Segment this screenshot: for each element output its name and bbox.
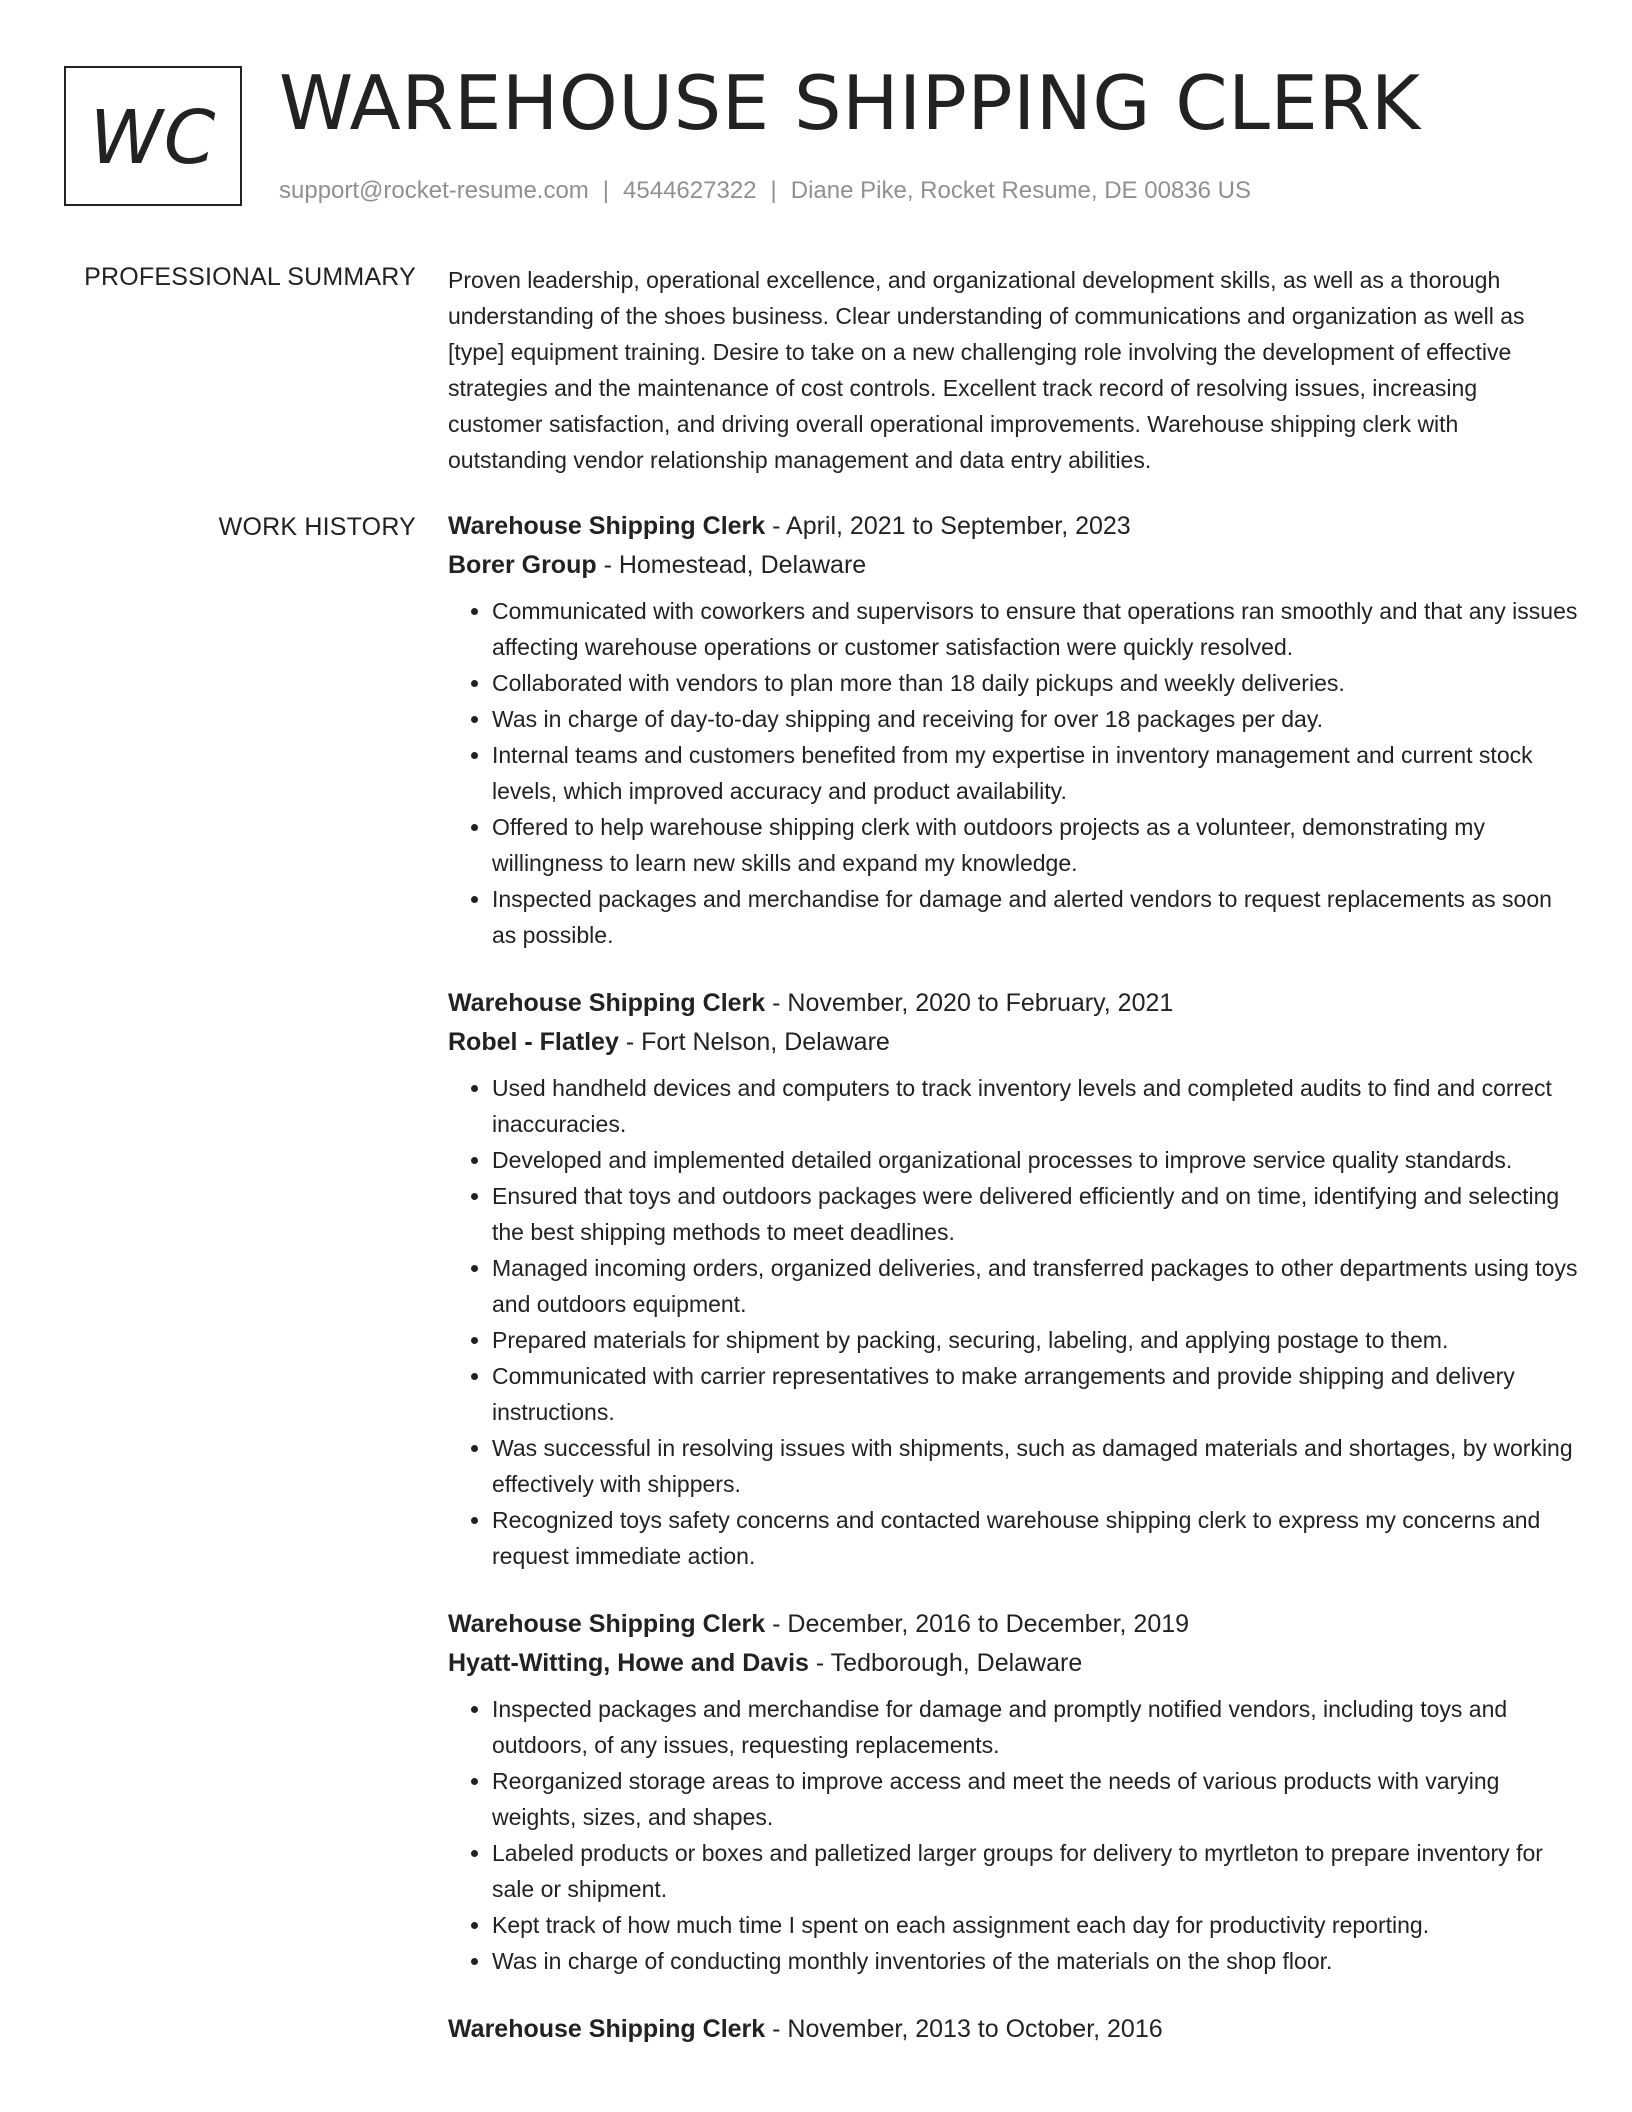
job-duty: • Communicated with carrier representatives to make arrangements and provide shipping and delivery instructions. bbox=[492, 1358, 1578, 1430]
monogram-box bbox=[64, 66, 242, 206]
job-duty: • Internal teams and customers benefited from my expertise in inventory management and current stock levels, which improved accuracy and product availability. bbox=[492, 737, 1578, 809]
job-duty: • Reorganized storage areas to improve access and meet the needs of various products with varying weights, sizes, and shapes. bbox=[492, 1763, 1578, 1835]
work-history bbox=[448, 510, 1578, 2079]
job-duties bbox=[448, 1691, 1578, 1979]
job-entry bbox=[448, 510, 1578, 953]
job-company: Borer Group bbox=[448, 551, 597, 579]
job-location: - Homestead, Delaware bbox=[596, 551, 867, 579]
job-title-line bbox=[448, 510, 1578, 542]
contact-separator: | bbox=[602, 177, 610, 204]
monogram-initials: WC bbox=[89, 95, 217, 181]
job-duty: • Inspected packages and merchandise for damage and alerted vendors to request replacements as soon as possible. bbox=[492, 881, 1578, 953]
job-title: Warehouse Shipping Clerk bbox=[448, 1610, 766, 1638]
resume-title: WAREHOUSE SHIPPING CLERK bbox=[279, 59, 1421, 147]
job-duty: • Was in charge of conducting monthly inventories of the materials on the shop floor. bbox=[492, 1943, 1578, 1979]
job-duties bbox=[448, 1070, 1578, 1574]
job-duty: • Ensured that toys and outdoors packages were delivered efficiently and on time, identifying and selecting the best shipping methods to meet deadlines. bbox=[492, 1178, 1578, 1250]
job-dates: - April, 2021 to September, 2023 bbox=[765, 512, 1131, 540]
job-duty: • Kept track of how much time I spent on each assignment each day for productivity reporting. bbox=[492, 1907, 1578, 1943]
job-company-line bbox=[448, 1647, 1578, 1679]
job-entry bbox=[448, 1608, 1578, 1979]
job-title: Warehouse Shipping Clerk bbox=[448, 2015, 766, 2043]
job-duty: • Prepared materials for shipment by packing, securing, labeling, and applying postage to them. bbox=[492, 1322, 1578, 1358]
job-dates: - December, 2016 to December, 2019 bbox=[765, 1610, 1190, 1638]
job-title-line bbox=[448, 987, 1578, 1019]
job-location: - Tedborough, Delaware bbox=[808, 1649, 1083, 1677]
section-label-work-history: WORK HISTORY bbox=[218, 513, 416, 541]
job-duty: • Was successful in resolving issues with shipments, such as damaged materials and shortages, by working effectively with shippers. bbox=[492, 1430, 1578, 1502]
job-duty: • Used handheld devices and computers to track inventory levels and completed audits to find and correct inaccuracies. bbox=[492, 1070, 1578, 1142]
job-company: Hyatt-Witting, Howe and Davis bbox=[448, 1649, 809, 1677]
job-duty: • Recognized toys safety concerns and contacted warehouse shipping clerk to express my concerns and request immediate action. bbox=[492, 1502, 1578, 1574]
job-duty: • Inspected packages and merchandise for damage and promptly notified vendors, including toys and outdoors, of any issues, requesting replacements. bbox=[492, 1691, 1578, 1763]
summary-text: Proven leadership, operational excellence, and organizational development skills, as well as a thorough understanding of the shoes business. Clear understanding of communications and organization as well as [type] equipment training. Desire to take on a new challenging role involving the development of effective strategies and the maintenance of cost controls. Excellent track record of resolving issues, increasing customer satisfaction, and driving overall operational improvements. Warehouse shipping clerk with outstanding vendor relationship management and data entry abilities. bbox=[448, 267, 1525, 473]
job-duty: • Collaborated with vendors to plan more than 18 daily pickups and weekly deliveries. bbox=[492, 665, 1578, 701]
job-title-line bbox=[448, 1608, 1578, 1640]
section-label-summary: PROFESSIONAL SUMMARY bbox=[84, 263, 416, 291]
contact-address: Diane Pike, Rocket Resume, DE 00836 US bbox=[790, 177, 1251, 204]
contact-line bbox=[279, 176, 1251, 206]
contact-separator: | bbox=[770, 177, 777, 204]
job-duties bbox=[448, 593, 1578, 953]
job-location: - Fort Nelson, Delaware bbox=[618, 1028, 890, 1056]
contact-phone: 4544627322 bbox=[623, 177, 757, 204]
job-company: Robel - Flatley bbox=[448, 1028, 619, 1056]
job-entry bbox=[448, 2013, 1578, 2045]
job-company-line bbox=[448, 1026, 1578, 1058]
job-title-line bbox=[448, 2013, 1578, 2045]
job-duty: • Managed incoming orders, organized deliveries, and transferred packages to other departments using toys and outdoors equipment. bbox=[492, 1250, 1578, 1322]
job-title: Warehouse Shipping Clerk bbox=[448, 512, 766, 540]
job-duty: • Communicated with coworkers and supervisors to ensure that operations ran smoothly and that any issues affecting warehouse operations or customer satisfaction were quickly resolved. bbox=[492, 593, 1578, 665]
job-dates: - November, 2013 to October, 2016 bbox=[765, 2015, 1163, 2043]
job-dates: - November, 2020 to February, 2021 bbox=[765, 989, 1174, 1017]
job-entry bbox=[448, 987, 1578, 1574]
job-duty: • Labeled products or boxes and palletized larger groups for delivery to myrtleton to prepare inventory for sale or shipment. bbox=[492, 1835, 1578, 1907]
job-duty: • Offered to help warehouse shipping clerk with outdoors projects as a volunteer, demonstrating my willingness to learn new skills and expand my knowledge. bbox=[492, 809, 1578, 881]
job-company-line bbox=[448, 549, 1578, 581]
job-title: Warehouse Shipping Clerk bbox=[448, 989, 766, 1017]
job-duty: • Developed and implemented detailed organizational processes to improve service quality standards. bbox=[492, 1142, 1578, 1178]
contact-email: support@rocket-resume.com bbox=[279, 177, 589, 204]
job-duty: • Was in charge of day-to-day shipping and receiving for over 18 packages per day. bbox=[492, 701, 1578, 737]
